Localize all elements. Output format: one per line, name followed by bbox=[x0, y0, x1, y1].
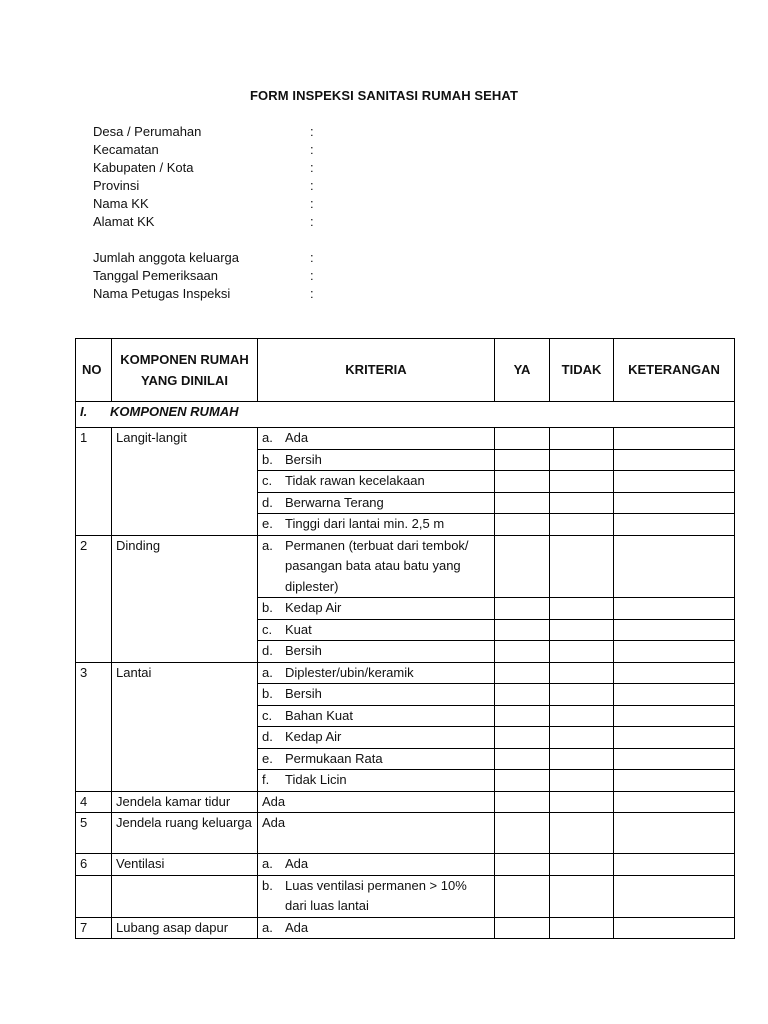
inspection-table bbox=[75, 338, 735, 939]
table-row bbox=[76, 791, 735, 813]
cell-kriteria bbox=[258, 514, 495, 536]
cell-tidak[interactable] bbox=[550, 727, 614, 749]
kriteria-letter: f. bbox=[262, 772, 270, 787]
cell-keterangan[interactable] bbox=[614, 917, 735, 939]
kriteria-letter: d. bbox=[262, 729, 273, 744]
cell-no: 6 bbox=[76, 854, 112, 876]
info-spacer bbox=[93, 231, 393, 249]
cell-tidak[interactable] bbox=[550, 854, 614, 876]
cell-ya[interactable] bbox=[495, 471, 550, 493]
cell-no: 7 bbox=[76, 917, 112, 939]
kriteria-letter: b. bbox=[262, 451, 273, 467]
info-row-petugas bbox=[93, 285, 393, 303]
cell-kriteria bbox=[258, 875, 495, 917]
cell-tidak[interactable] bbox=[550, 684, 614, 706]
cell-kriteria bbox=[258, 727, 495, 749]
info-colon: : bbox=[310, 142, 314, 157]
cell-no: 3 bbox=[76, 662, 112, 791]
cell-tidak[interactable] bbox=[550, 641, 614, 663]
cell-keterangan[interactable] bbox=[614, 813, 735, 854]
info-label: Nama KK bbox=[93, 196, 149, 211]
cell-kriteria bbox=[258, 791, 495, 813]
cell-kriteria bbox=[258, 471, 495, 493]
cell-ya[interactable] bbox=[495, 449, 550, 471]
info-colon: : bbox=[310, 286, 314, 301]
cell-kriteria bbox=[258, 917, 495, 939]
cell-no: 4 bbox=[76, 791, 112, 813]
cell-tidak[interactable] bbox=[550, 428, 614, 450]
cell-kriteria bbox=[258, 705, 495, 727]
kriteria-text: Ada bbox=[262, 793, 286, 809]
cell-tidak[interactable] bbox=[550, 535, 614, 598]
cell-komponen: Langit-langit bbox=[112, 428, 258, 536]
cell-komponen bbox=[112, 875, 258, 917]
kriteria-letter: a. bbox=[262, 537, 273, 553]
cell-ya[interactable] bbox=[495, 535, 550, 598]
cell-keterangan[interactable] bbox=[614, 748, 735, 770]
info-colon: : bbox=[310, 268, 314, 283]
cell-ya[interactable] bbox=[495, 684, 550, 706]
kriteria-text: Diplester/ubin/keramik bbox=[285, 664, 414, 680]
info-label: Tanggal Pemeriksaan bbox=[93, 268, 219, 283]
table-row bbox=[76, 813, 735, 854]
kriteria-letter: e. bbox=[262, 516, 273, 531]
header-no: NO bbox=[76, 339, 112, 402]
cell-ya[interactable] bbox=[495, 705, 550, 727]
cell-komponen: Jendela ruang keluarga bbox=[112, 813, 258, 854]
header-kriteria: KRITERIA bbox=[258, 339, 495, 402]
kriteria-text: Ada bbox=[285, 430, 309, 445]
kriteria-letter: b. bbox=[262, 600, 273, 615]
cell-kriteria bbox=[258, 598, 495, 620]
info-colon: : bbox=[310, 160, 314, 175]
cell-ya[interactable] bbox=[495, 854, 550, 876]
cell-keterangan[interactable] bbox=[614, 428, 735, 450]
kriteria-letter: a. bbox=[262, 856, 273, 871]
cell-kriteria bbox=[258, 428, 495, 450]
kriteria-text: Bersih bbox=[285, 451, 322, 467]
cell-ya[interactable] bbox=[495, 514, 550, 536]
cell-keterangan[interactable] bbox=[614, 514, 735, 536]
info-row-desa bbox=[93, 123, 393, 141]
section-label: KOMPONEN RUMAH bbox=[110, 404, 239, 419]
cell-ya[interactable] bbox=[495, 662, 550, 684]
cell-no: 5 bbox=[76, 813, 112, 854]
kriteria-text: Tinggi dari lantai min. 2,5 m bbox=[285, 516, 445, 531]
kriteria-text: Tidak Licin bbox=[285, 772, 347, 787]
kriteria-letter: d. bbox=[262, 494, 273, 510]
cell-kriteria bbox=[258, 813, 495, 854]
table-row bbox=[76, 535, 735, 598]
cell-keterangan[interactable] bbox=[614, 449, 735, 471]
cell-kriteria bbox=[258, 748, 495, 770]
kriteria-text: Bahan Kuat bbox=[285, 707, 353, 723]
cell-ya[interactable] bbox=[495, 917, 550, 939]
cell-keterangan[interactable] bbox=[614, 684, 735, 706]
kriteria-letter: c. bbox=[262, 473, 273, 488]
cell-tidak[interactable] bbox=[550, 748, 614, 770]
cell-keterangan[interactable] bbox=[614, 770, 735, 792]
cell-ya[interactable] bbox=[495, 791, 550, 813]
info-block bbox=[93, 123, 393, 303]
info-label: Desa / Perumahan bbox=[93, 124, 202, 139]
cell-tidak[interactable] bbox=[550, 449, 614, 471]
info-label: Kecamatan bbox=[93, 142, 159, 157]
cell-ya[interactable] bbox=[495, 641, 550, 663]
cell-keterangan[interactable] bbox=[614, 791, 735, 813]
cell-no bbox=[76, 875, 112, 917]
table-row bbox=[76, 875, 735, 917]
cell-tidak[interactable] bbox=[550, 791, 614, 813]
section-row bbox=[76, 402, 735, 428]
header-ya: YA bbox=[495, 339, 550, 402]
kriteria-letter: b. bbox=[262, 686, 273, 701]
kriteria-text: Ada bbox=[262, 815, 286, 830]
cell-tidak[interactable] bbox=[550, 813, 614, 854]
cell-kriteria bbox=[258, 684, 495, 706]
cell-komponen: Dinding bbox=[112, 535, 258, 662]
kriteria-text: Permanen (terbuat dari tembok/ pasangan bata atau batu yang diplester) bbox=[285, 537, 469, 594]
cell-tidak[interactable] bbox=[550, 770, 614, 792]
table-header-row bbox=[76, 339, 735, 402]
info-row-kabupaten bbox=[93, 159, 393, 177]
kriteria-text: Bersih bbox=[285, 686, 322, 701]
cell-ya[interactable] bbox=[495, 727, 550, 749]
kriteria-letter: c. bbox=[262, 621, 273, 637]
cell-no: 1 bbox=[76, 428, 112, 536]
cell-ya[interactable] bbox=[495, 748, 550, 770]
section-number: I. bbox=[80, 404, 88, 419]
kriteria-text: Permukaan Rata bbox=[285, 750, 383, 766]
cell-keterangan[interactable] bbox=[614, 598, 735, 620]
info-row-kecamatan bbox=[93, 141, 393, 159]
cell-tidak[interactable] bbox=[550, 875, 614, 917]
info-label: Nama Petugas Inspeksi bbox=[93, 286, 231, 301]
info-row-tanggal bbox=[93, 267, 393, 285]
kriteria-letter: a. bbox=[262, 664, 273, 680]
kriteria-text: Bersih bbox=[285, 643, 322, 658]
cell-tidak[interactable] bbox=[550, 619, 614, 641]
kriteria-letter: c. bbox=[262, 707, 273, 723]
kriteria-text: Tidak rawan kecelakaan bbox=[285, 473, 425, 488]
header-tidak: TIDAK bbox=[550, 339, 614, 402]
cell-ya[interactable] bbox=[495, 598, 550, 620]
cell-ya[interactable] bbox=[495, 875, 550, 917]
info-label: Jumlah anggota keluarga bbox=[93, 250, 239, 265]
cell-keterangan[interactable] bbox=[614, 535, 735, 598]
cell-kriteria bbox=[258, 535, 495, 598]
info-label: Provinsi bbox=[93, 178, 140, 193]
kriteria-letter: a. bbox=[262, 919, 273, 935]
cell-keterangan[interactable] bbox=[614, 875, 735, 917]
info-colon: : bbox=[310, 196, 314, 211]
cell-keterangan[interactable] bbox=[614, 641, 735, 663]
cell-ya[interactable] bbox=[495, 813, 550, 854]
cell-no: 2 bbox=[76, 535, 112, 662]
info-label: Kabupaten / Kota bbox=[93, 160, 194, 175]
cell-tidak[interactable] bbox=[550, 598, 614, 620]
kriteria-text: Kedap Air bbox=[285, 600, 342, 615]
kriteria-letter: e. bbox=[262, 750, 273, 766]
kriteria-letter: b. bbox=[262, 877, 273, 893]
info-colon: : bbox=[310, 214, 314, 229]
kriteria-text: Kedap Air bbox=[285, 729, 342, 744]
cell-komponen: Jendela kamar tidur bbox=[112, 791, 258, 813]
table-row bbox=[76, 854, 735, 876]
cell-kriteria bbox=[258, 619, 495, 641]
cell-keterangan[interactable] bbox=[614, 619, 735, 641]
kriteria-text: Kuat bbox=[285, 621, 312, 637]
cell-ya[interactable] bbox=[495, 428, 550, 450]
cell-keterangan[interactable] bbox=[614, 854, 735, 876]
cell-komponen: Lantai bbox=[112, 662, 258, 791]
info-row-jumlah-anggota bbox=[93, 249, 393, 267]
header-komponen: KOMPONEN RUMAH YANG DINILAI bbox=[112, 339, 258, 402]
kriteria-text: Ada bbox=[285, 856, 309, 871]
table-row bbox=[76, 917, 735, 939]
cell-ya[interactable] bbox=[495, 619, 550, 641]
info-label: Alamat KK bbox=[93, 214, 155, 229]
cell-tidak[interactable] bbox=[550, 705, 614, 727]
info-row-provinsi bbox=[93, 177, 393, 195]
form-title: FORM INSPEKSI SANITASI RUMAH SEHAT bbox=[250, 88, 518, 103]
cell-tidak[interactable] bbox=[550, 917, 614, 939]
info-row-alamat-kk bbox=[93, 213, 393, 231]
cell-kriteria bbox=[258, 449, 495, 471]
cell-tidak[interactable] bbox=[550, 662, 614, 684]
cell-keterangan[interactable] bbox=[614, 727, 735, 749]
cell-kriteria bbox=[258, 641, 495, 663]
cell-keterangan[interactable] bbox=[614, 471, 735, 493]
cell-ya[interactable] bbox=[495, 770, 550, 792]
cell-komponen: Ventilasi bbox=[112, 854, 258, 876]
kriteria-letter: d. bbox=[262, 643, 273, 658]
cell-komponen: Lubang asap dapur bbox=[112, 917, 258, 939]
header-keterangan: KETERANGAN bbox=[614, 339, 735, 402]
cell-kriteria bbox=[258, 662, 495, 684]
table-row bbox=[76, 662, 735, 684]
cell-ya[interactable] bbox=[495, 492, 550, 514]
cell-kriteria bbox=[258, 492, 495, 514]
info-colon: : bbox=[310, 178, 314, 193]
cell-keterangan[interactable] bbox=[614, 705, 735, 727]
info-row-nama-kk bbox=[93, 195, 393, 213]
cell-kriteria bbox=[258, 854, 495, 876]
info-colon: : bbox=[310, 124, 314, 139]
cell-tidak[interactable] bbox=[550, 492, 614, 514]
cell-kriteria bbox=[258, 770, 495, 792]
kriteria-text: Luas ventilasi permanen > 10% dari luas lantai bbox=[285, 877, 467, 913]
info-colon: : bbox=[310, 250, 314, 265]
kriteria-text: Berwarna Terang bbox=[285, 494, 384, 510]
cell-keterangan[interactable] bbox=[614, 662, 735, 684]
kriteria-letter: a. bbox=[262, 430, 273, 445]
section-title bbox=[76, 402, 735, 428]
cell-keterangan[interactable] bbox=[614, 492, 735, 514]
kriteria-text: Ada bbox=[285, 919, 309, 935]
cell-tidak[interactable] bbox=[550, 514, 614, 536]
cell-tidak[interactable] bbox=[550, 471, 614, 493]
table-row bbox=[76, 428, 735, 450]
